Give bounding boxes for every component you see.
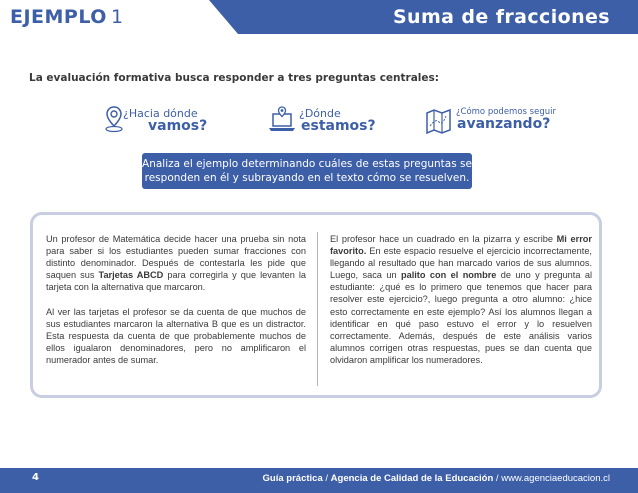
question-big-2: estamos?	[301, 118, 376, 134]
footer-guide: Guía práctica	[262, 473, 323, 484]
example-word: EJEMPLO	[10, 6, 107, 28]
example-number: 1	[110, 6, 124, 28]
left-column	[46, 233, 306, 378]
question-where-are-we	[267, 104, 397, 136]
footer-url[interactable]: www.agenciaeducacion.cl	[501, 473, 610, 484]
banner-line-1: Analiza el ejemplo determinando cuáles de estas preguntas se	[142, 158, 472, 170]
question-how-advance	[424, 104, 564, 136]
banner-line-2: responden en él y subrayando en el texto cómo se resuelven.	[144, 172, 470, 184]
question-small-1: ¿Hacia dónde	[123, 107, 198, 120]
right-text-a: El profesor hace un cuadrado en la pizarra y escribe	[330, 234, 557, 244]
right-text-b: En este espacio resuelve el ejercicio incorrectamente, llegando al resultado que han marcado varios de sus alumnos. Luego, saca un	[330, 246, 592, 281]
folded-map-icon	[424, 104, 454, 136]
question-big-1: vamos?	[148, 118, 208, 134]
left-p1-text-b: para corregirla y que levanten la tarjeta con la alternativa que marcaron.	[46, 270, 307, 293]
page-title: Suma de fracciones	[392, 6, 610, 28]
right-column	[330, 233, 592, 378]
left-p1-bold: Tarjetas ABCD	[98, 270, 164, 281]
map-pin-icon	[104, 104, 124, 136]
footer-sep-2: /	[493, 473, 502, 484]
question-small-2: ¿Dónde	[299, 107, 341, 120]
question-big-3: avanzando?	[457, 116, 551, 132]
instruction-banner	[142, 153, 472, 189]
right-text-c: de uno y pregunta al estudiante: ¿qué es lo primero que tenemos que hacer para resolver este ejercicio?, luego pregunta a otro alumno: ¿hice esto correctamente en este ejemplo? Así los alumnos llegan a identificar en qué paso estuvo el error y lo resuelven correctamente. Además, después de este análisis varios alumnos corrigen otras respuestas, pues se dan cuenta que olvidaron amplificar los numeradores.	[330, 270, 593, 365]
footer-credits	[263, 473, 610, 484]
left-paragraph-2: Al ver las tarjetas el profesor se da cuenta de que muchos de sus estudiantes marcaron la alternativa B que es un distractor. Esta respuesta da cuenta de que probablemente muchos de ellos igualaron denominadores, pero no amplificaron el numerador antes de sumar.	[46, 306, 306, 365]
question-where-going	[104, 104, 244, 136]
question-small-3: ¿Cómo podemos seguir	[456, 107, 556, 117]
footer-sep-1: /	[322, 473, 331, 484]
example-label	[10, 6, 124, 28]
column-divider	[317, 232, 318, 386]
laptop-location-icon	[267, 104, 297, 136]
right-paragraph	[330, 233, 592, 366]
right-bold-2: palito con el nombre	[400, 270, 497, 281]
page-number: 4	[32, 472, 39, 483]
left-paragraph-1	[46, 233, 306, 293]
right-bold-1: Mi error favorito.	[330, 234, 592, 257]
left-p1-text-a: Un profesor de Matemática decide hacer una prueba sin nota para saber si los estudiantes pueden sumar fracciones con distinto denominador. Después de contestarla les pide que saquen sus	[46, 234, 306, 281]
footer-agency: Agencia de Calidad de la Educación	[330, 473, 494, 484]
intro-text: La evaluación formativa busca responder a tres preguntas centrales:	[29, 72, 439, 84]
